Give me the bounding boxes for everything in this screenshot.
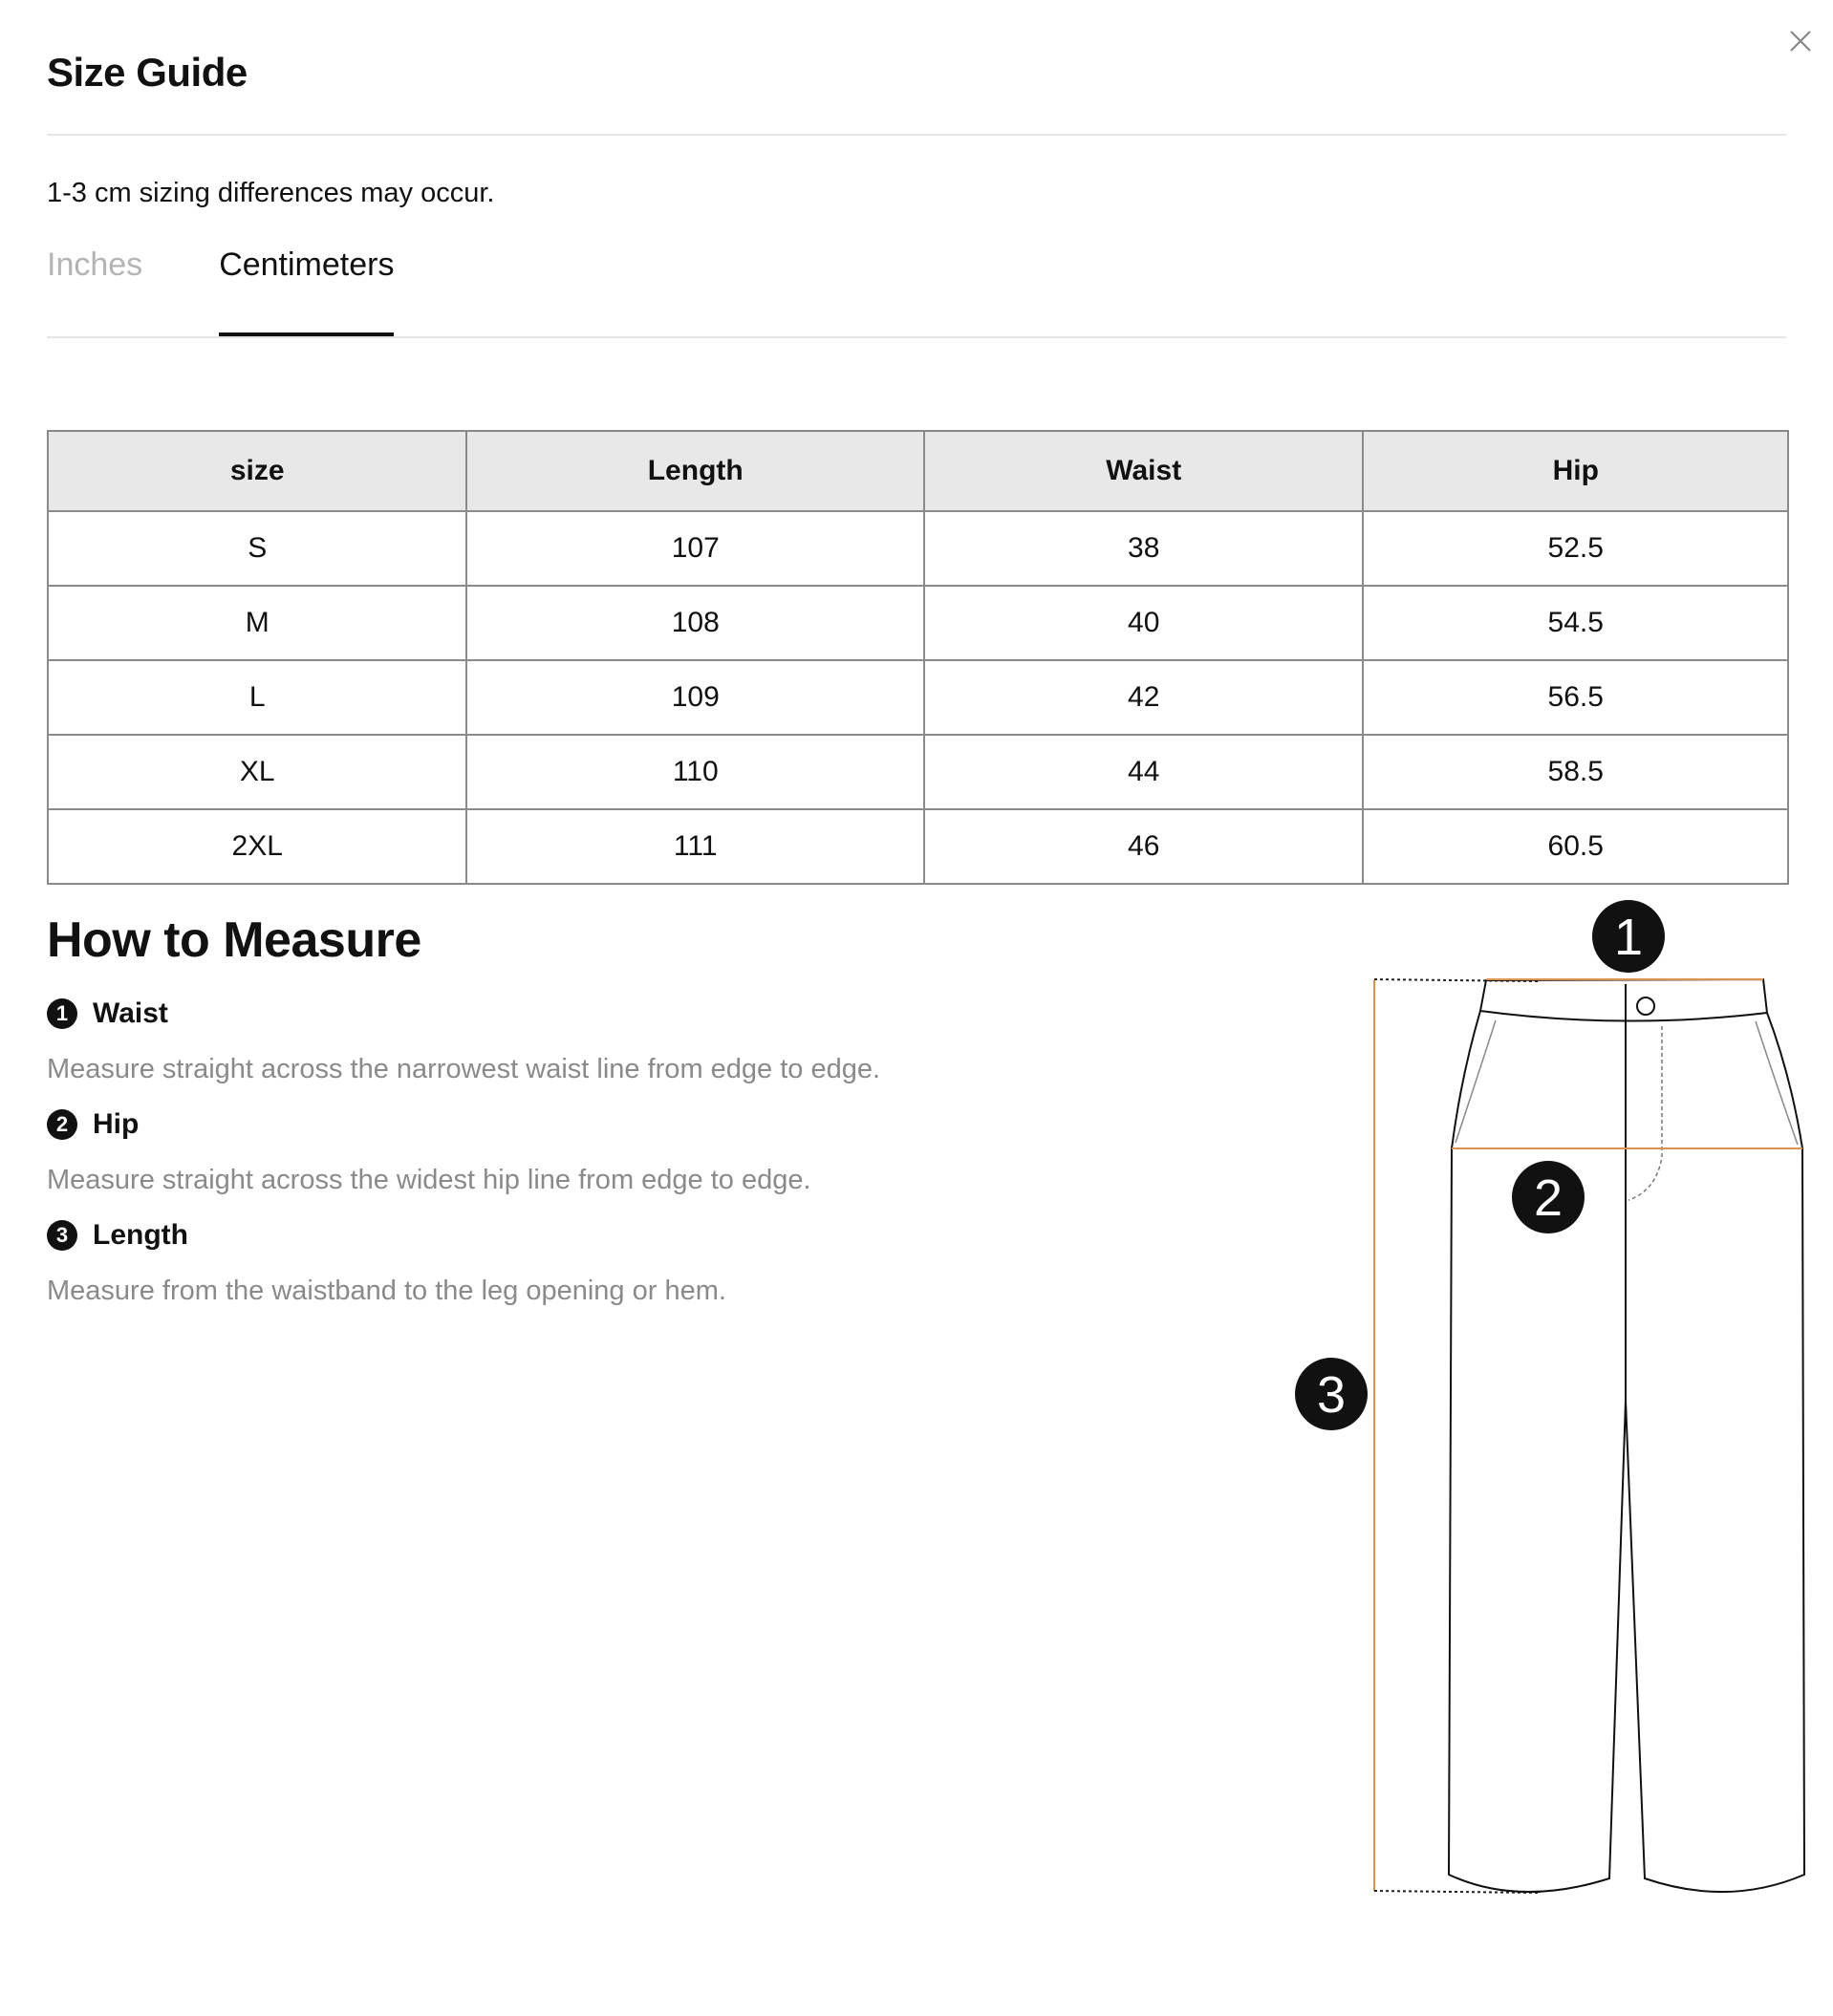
marker-3-label: 3 — [1316, 1366, 1347, 1424]
column-header-size: size — [48, 431, 466, 511]
step-desc-hip: Measure straight across the widest hip line from edge to edge. — [47, 1165, 811, 1195]
table-row — [48, 735, 1788, 809]
size-table — [47, 430, 1789, 885]
table-row — [48, 586, 1788, 660]
table-row — [48, 511, 1788, 586]
marker-3 — [1295, 1358, 1368, 1430]
cell-waist: 38 — [924, 511, 1364, 586]
cell-hip: 52.5 — [1363, 511, 1788, 586]
marker-2-label: 2 — [1533, 1169, 1563, 1227]
cell-size: S — [48, 511, 466, 586]
pants-outline — [1449, 979, 1804, 1892]
step-desc-length: Measure from the waistband to the leg opening or hem. — [47, 1276, 726, 1306]
cell-length: 108 — [466, 586, 924, 660]
close-icon — [1786, 27, 1815, 55]
column-header-hip: Hip — [1363, 431, 1788, 511]
cell-hip: 56.5 — [1363, 660, 1788, 735]
number-1-badge: 1 — [47, 998, 77, 1029]
how-to-measure-section — [47, 885, 1786, 2016]
step-desc-waist: Measure straight across the narrowest waist line from edge to edge. — [47, 1054, 881, 1084]
step-label-hip: Hip — [93, 1108, 140, 1140]
column-header-waist: Waist — [924, 431, 1364, 511]
cell-waist: 44 — [924, 735, 1364, 809]
cell-hip: 54.5 — [1363, 586, 1788, 660]
cell-size: M — [48, 586, 466, 660]
pants-diagram — [1241, 885, 1833, 2003]
modal-header — [47, 0, 1786, 136]
step-hip — [47, 1108, 139, 1141]
cell-length: 107 — [466, 511, 924, 586]
table-header-row — [48, 431, 1788, 511]
cell-waist: 46 — [924, 809, 1364, 884]
step-label-waist: Waist — [93, 997, 168, 1029]
how-to-measure-title: How to Measure — [47, 912, 421, 968]
unit-tabs — [47, 243, 1786, 338]
cell-length: 111 — [466, 809, 924, 884]
column-header-length: Length — [466, 431, 924, 511]
cell-hip: 60.5 — [1363, 809, 1788, 884]
cell-size: L — [48, 660, 466, 735]
sizing-note: 1-3 cm sizing differences may occur. — [47, 178, 495, 208]
cell-waist: 40 — [924, 586, 1364, 660]
step-length — [47, 1219, 188, 1252]
tab-centimeters[interactable]: Centimeters — [219, 243, 394, 334]
number-2-badge: 2 — [47, 1109, 77, 1140]
cell-length: 110 — [466, 735, 924, 809]
close-button[interactable] — [1786, 27, 1815, 55]
number-3-badge: 3 — [47, 1220, 77, 1251]
table-row — [48, 809, 1788, 884]
cell-waist: 42 — [924, 660, 1364, 735]
step-label-length: Length — [93, 1219, 188, 1251]
modal-title: Size Guide — [47, 50, 248, 95]
table-row — [48, 660, 1788, 735]
marker-2 — [1512, 1161, 1585, 1233]
step-waist — [47, 997, 168, 1030]
tab-inches[interactable]: Inches — [47, 247, 143, 283]
cell-size: XL — [48, 735, 466, 809]
cell-length: 109 — [466, 660, 924, 735]
cell-hip: 58.5 — [1363, 735, 1788, 809]
marker-1-label: 1 — [1613, 909, 1644, 966]
marker-1 — [1592, 900, 1665, 973]
cell-size: 2XL — [48, 809, 466, 884]
